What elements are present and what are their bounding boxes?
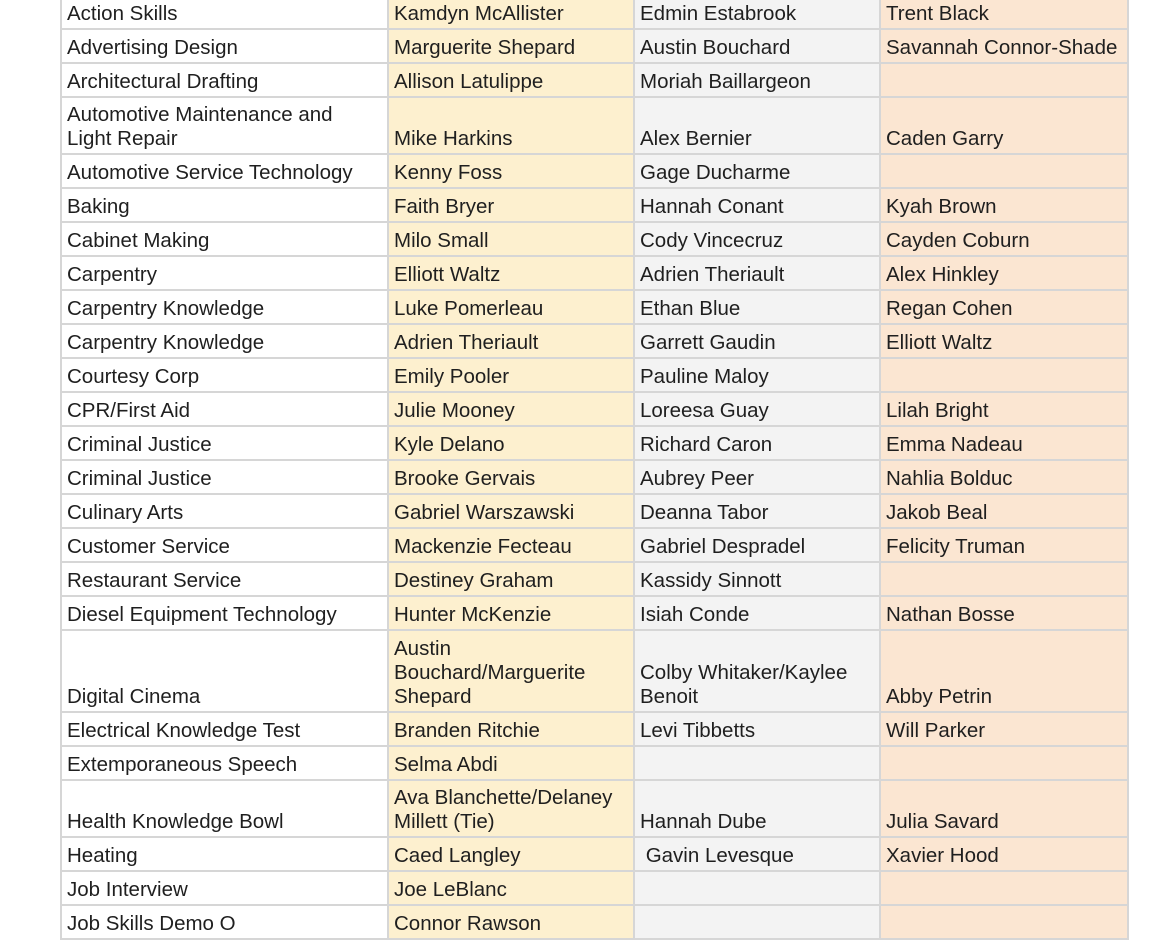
table-row <box>61 426 1128 460</box>
third-place-cell[interactable]: Jakob Beal <box>880 494 1128 528</box>
table-row <box>61 562 1128 596</box>
table-row <box>61 528 1128 562</box>
first-place-cell[interactable]: Kamdyn McAllister <box>388 0 634 29</box>
first-place-cell[interactable]: Mike Harkins <box>388 97 634 154</box>
first-place-cell[interactable]: Connor Rawson <box>388 905 634 939</box>
table-row <box>61 358 1128 392</box>
event-cell[interactable]: Job Skills Demo O <box>61 905 388 939</box>
second-place-cell[interactable]: Adrien Theriault <box>634 256 880 290</box>
event-cell[interactable]: Baking <box>61 188 388 222</box>
event-cell[interactable]: Action Skills <box>61 0 388 29</box>
third-place-cell[interactable] <box>880 746 1128 780</box>
event-cell[interactable]: Criminal Justice <box>61 426 388 460</box>
event-cell[interactable]: Criminal Justice <box>61 460 388 494</box>
second-place-cell[interactable]: Kassidy Sinnott <box>634 562 880 596</box>
table-row <box>61 222 1128 256</box>
table-row <box>61 188 1128 222</box>
second-place-cell[interactable]: Moriah Baillargeon <box>634 63 880 97</box>
second-place-cell[interactable]: Gabriel Despradel <box>634 528 880 562</box>
first-place-cell[interactable]: Kenny Foss <box>388 154 634 188</box>
second-place-cell[interactable] <box>634 905 880 939</box>
event-cell[interactable]: Carpentry Knowledge <box>61 324 388 358</box>
event-cell[interactable]: Carpentry <box>61 256 388 290</box>
first-place-cell[interactable]: Allison Latulippe <box>388 63 634 97</box>
first-place-cell[interactable]: Destiney Graham <box>388 562 634 596</box>
table-row <box>61 596 1128 630</box>
third-place-cell[interactable]: Felicity Truman <box>880 528 1128 562</box>
third-place-cell[interactable]: Kyah Brown <box>880 188 1128 222</box>
second-place-cell[interactable]: Hannah Conant <box>634 188 880 222</box>
first-place-cell[interactable]: Elliott Waltz <box>388 256 634 290</box>
event-cell[interactable]: Cabinet Making <box>61 222 388 256</box>
event-cell[interactable]: Automotive Maintenance and Light Repair <box>61 97 388 154</box>
table-row <box>61 392 1128 426</box>
event-cell[interactable]: Automotive Service Technology <box>61 154 388 188</box>
first-place-cell[interactable]: Gabriel Warszawski <box>388 494 634 528</box>
second-place-cell[interactable]: Garrett Gaudin <box>634 324 880 358</box>
table-row <box>61 712 1128 746</box>
event-cell[interactable]: Customer Service <box>61 528 388 562</box>
table-row <box>61 494 1128 528</box>
third-place-cell[interactable]: Elliott Waltz <box>880 324 1128 358</box>
results-table <box>60 0 1129 940</box>
event-cell[interactable]: Courtesy Corp <box>61 358 388 392</box>
table-row <box>61 154 1128 188</box>
first-place-cell[interactable]: Brooke Gervais <box>388 460 634 494</box>
first-place-cell[interactable]: Branden Ritchie <box>388 712 634 746</box>
third-place-cell[interactable]: Abby Petrin <box>880 630 1128 712</box>
first-place-cell[interactable]: Selma Abdi <box>388 746 634 780</box>
event-cell[interactable]: Architectural Drafting <box>61 63 388 97</box>
first-place-cell[interactable]: Milo Small <box>388 222 634 256</box>
second-place-cell[interactable]: Austin Bouchard <box>634 29 880 63</box>
third-place-cell[interactable] <box>880 871 1128 905</box>
first-place-cell[interactable]: Adrien Theriault <box>388 324 634 358</box>
third-place-cell[interactable]: Lilah Bright <box>880 392 1128 426</box>
first-place-cell[interactable]: Joe LeBlanc <box>388 871 634 905</box>
table-row <box>61 871 1128 905</box>
table-row <box>61 837 1128 871</box>
second-place-cell[interactable] <box>634 871 880 905</box>
first-place-cell[interactable]: Mackenzie Fecteau <box>388 528 634 562</box>
table-row <box>61 97 1128 154</box>
event-cell[interactable]: Diesel Equipment Technology <box>61 596 388 630</box>
second-place-cell[interactable]: Deanna Tabor <box>634 494 880 528</box>
second-place-cell[interactable]: Richard Caron <box>634 426 880 460</box>
table-row <box>61 460 1128 494</box>
second-place-cell[interactable] <box>634 746 880 780</box>
event-cell[interactable]: Advertising Design <box>61 29 388 63</box>
table-row <box>61 256 1128 290</box>
event-cell[interactable]: CPR/First Aid <box>61 392 388 426</box>
event-cell[interactable]: Heating <box>61 837 388 871</box>
second-place-cell[interactable]: Levi Tibbetts <box>634 712 880 746</box>
second-place-cell[interactable]: Cody Vincecruz <box>634 222 880 256</box>
event-cell[interactable]: Extemporaneous Speech <box>61 746 388 780</box>
third-place-cell[interactable]: Savannah Connor-Shade <box>880 29 1128 63</box>
event-cell[interactable]: Electrical Knowledge Test <box>61 712 388 746</box>
third-place-cell[interactable]: Trent Black <box>880 0 1128 29</box>
third-place-cell[interactable]: Alex Hinkley <box>880 256 1128 290</box>
event-cell[interactable]: Carpentry Knowledge <box>61 290 388 324</box>
event-cell[interactable]: Digital Cinema <box>61 630 388 712</box>
second-place-cell[interactable]: Hannah Dube <box>634 780 880 837</box>
second-place-cell[interactable]: Gavin Levesque <box>634 837 880 871</box>
third-place-cell[interactable] <box>880 358 1128 392</box>
first-place-cell[interactable]: Marguerite Shepard <box>388 29 634 63</box>
third-place-cell[interactable]: Xavier Hood <box>880 837 1128 871</box>
third-place-cell[interactable]: Nahlia Bolduc <box>880 460 1128 494</box>
second-place-cell[interactable]: Colby Whitaker/Kaylee Benoit <box>634 630 880 712</box>
table-row <box>61 630 1128 712</box>
second-place-cell[interactable]: Aubrey Peer <box>634 460 880 494</box>
event-cell[interactable]: Restaurant Service <box>61 562 388 596</box>
table-row <box>61 63 1128 97</box>
third-place-cell[interactable]: Emma Nadeau <box>880 426 1128 460</box>
second-place-cell[interactable]: Gage Ducharme <box>634 154 880 188</box>
second-place-cell[interactable]: Pauline Maloy <box>634 358 880 392</box>
third-place-cell[interactable] <box>880 562 1128 596</box>
third-place-cell[interactable] <box>880 63 1128 97</box>
first-place-cell[interactable]: Caed Langley <box>388 837 634 871</box>
second-place-cell[interactable]: Isiah Conde <box>634 596 880 630</box>
third-place-cell[interactable]: Nathan Bosse <box>880 596 1128 630</box>
table-row <box>61 780 1128 837</box>
first-place-cell[interactable]: Luke Pomerleau <box>388 290 634 324</box>
third-place-cell[interactable]: Will Parker <box>880 712 1128 746</box>
third-place-cell[interactable]: Caden Garry <box>880 97 1128 154</box>
table-row <box>61 905 1128 939</box>
first-place-cell[interactable]: Emily Pooler <box>388 358 634 392</box>
second-place-cell[interactable]: Edmin Estabrook <box>634 0 880 29</box>
table-row <box>61 29 1128 63</box>
table-row <box>61 290 1128 324</box>
second-place-cell[interactable]: Ethan Blue <box>634 290 880 324</box>
second-place-cell[interactable]: Alex Bernier <box>634 97 880 154</box>
table-row <box>61 746 1128 780</box>
event-cell[interactable]: Health Knowledge Bowl <box>61 780 388 837</box>
first-place-cell[interactable]: Julie Mooney <box>388 392 634 426</box>
third-place-cell[interactable]: Julia Savard <box>880 780 1128 837</box>
second-place-cell[interactable]: Loreesa Guay <box>634 392 880 426</box>
first-place-cell[interactable]: Austin Bouchard/Marguerite Shepard <box>388 630 634 712</box>
event-cell[interactable]: Culinary Arts <box>61 494 388 528</box>
first-place-cell[interactable]: Faith Bryer <box>388 188 634 222</box>
table-row <box>61 0 1128 29</box>
third-place-cell[interactable] <box>880 905 1128 939</box>
first-place-cell[interactable]: Kyle Delano <box>388 426 634 460</box>
third-place-cell[interactable]: Regan Cohen <box>880 290 1128 324</box>
first-place-cell[interactable]: Hunter McKenzie <box>388 596 634 630</box>
first-place-cell[interactable]: Ava Blanchette/Delaney Millett (Tie) <box>388 780 634 837</box>
third-place-cell[interactable]: Cayden Coburn <box>880 222 1128 256</box>
table-row <box>61 324 1128 358</box>
third-place-cell[interactable] <box>880 154 1128 188</box>
event-cell[interactable]: Job Interview <box>61 871 388 905</box>
